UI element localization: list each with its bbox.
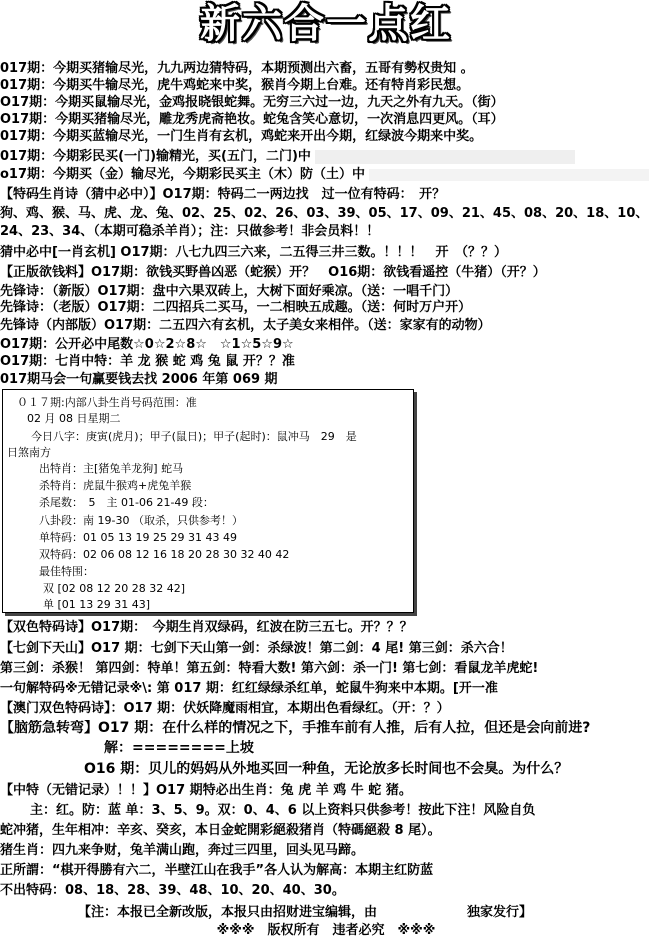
box-line: 杀尾数： 5 主 01-06 21-49 段： <box>39 496 214 509</box>
text-line: 24、23、34、（本期可稳杀羊肖）；注：只做参考！非会员料！！ <box>0 224 380 239</box>
box-line: 双 [02 08 12 20 28 32 42] <box>43 582 186 595</box>
text-line <box>0 166 652 183</box>
text-line: 狗、鸡、猴、马、虎、龙、兔、02、25、02、26、03、39、05、17、09、21、45、08、20、18、10、 <box>0 206 649 221</box>
text-line: O17期：七肖中特：羊 龙 猴 蛇 鸡 兔 鼠 开？？准 <box>0 354 295 369</box>
text-line: 【脑筋急转弯】O17 期：在什么样的情况之下，手推车前有人推，后有人拉，但还是会向前进? <box>0 720 591 736</box>
text-line: 先锋诗（内部版）O17期：二五四六有玄机，太子美女来相伴。（送：家家有的动物） <box>0 318 491 333</box>
text-line: 蛇冲猪，生年相冲：辛亥、癸亥，本日金蛇開彩絕殺猪肖（特碼絕殺 8 尾）。 <box>0 823 441 838</box>
box-line: 出特肖：主[猪兔羊龙狗] 蛇马 <box>39 462 184 475</box>
box-line: ０１７期:内部八卦生肖号码范围：准 <box>17 396 197 409</box>
text-line: 不出特码：08、18、28、39、48、10、20、40、30。 <box>0 883 345 898</box>
box-line: 八卦段：南 19-30 （取杀，只供参考！） <box>39 514 243 527</box>
text-line: 【澳门双色特码诗】：O17 期：伏妖降魔雨相宜，本期出色看绿红。（开：？） <box>0 701 450 716</box>
text-line-content: o17期：今期买（金）输尽光，今期彩民买主（木）防（土）中 <box>0 167 366 182</box>
footer-note-publisher: 独家发行】 <box>467 905 533 920</box>
text-line: 正所謂：“棋开得勝有六二，半壁江山在我手”各人认为解高：本期主红防蓝 <box>0 863 434 878</box>
text-line: 【正版欲钱料】O17期：欲钱买野兽凶恶（蛇猴）开？ O16期：欲钱看遥控（牛猪）（开？） <box>0 265 546 280</box>
info-box <box>2 389 414 613</box>
text-line: 【七剑下天山】O17 期：七剑下天山第一剑：杀绿波！第二剑：4 尾! 第三剑：杀六合！ <box>0 641 513 656</box>
text-line <box>0 148 652 165</box>
box-line: 双特码：02 06 08 12 16 18 20 28 30 32 40 42 <box>39 548 290 561</box>
text-line: 解：========上坡 <box>104 740 254 756</box>
text-line-content: 017期：今期彩民买(一门)输精光，买(五门，二门)中 <box>0 149 311 164</box>
text-line: 先锋诗：（老版）O17期：二四招兵二买马，一二相映五成趣。（送：何时万户开） <box>0 300 472 315</box>
box-line: 今日八字：庚寅(虎月)；甲子(鼠日)；甲子(起时)：鼠冲马 29 是 <box>31 430 357 443</box>
text-line: 先锋诗：（新版）O17期：盘中六果双砖上，大树下面好乘凉。（送：一唱千门） <box>0 284 459 299</box>
text-line: 【双色特码诗】O17期： 今期生肖双绿码，红波在防三五七。开？？？ <box>0 620 413 635</box>
text-line: O17期：公开必中尾数☆0☆2☆8☆ ☆1☆5☆9☆ <box>0 337 294 352</box>
redacted-bar <box>315 150 575 164</box>
box-line: 杀特肖：虎鼠牛猴鸡+虎兔羊猴 <box>39 479 192 492</box>
text-line: 【特码生肖诗（猜中必中）】O17期：特码二一两边找 过一位有特码： 开？ <box>0 187 446 202</box>
box-line: 单特码：01 05 13 19 25 29 31 43 49 <box>39 531 237 544</box>
page-title: 新六合一点红 <box>200 1 452 47</box>
box-line: 02 月 08 日星期二 <box>27 412 121 425</box>
box-line: 最佳特围： <box>39 565 94 578</box>
redacted-bar <box>369 169 649 181</box>
copyright: ※※※ 版权所有 违者必究 ※※※ <box>216 923 436 938</box>
text-line: 猪生肖：四九来争财，兔羊满山跑，奔过三四里，回头见马蹄。 <box>0 843 365 858</box>
box-line: 日煞南方 <box>7 446 51 459</box>
text-line: 017期：今期买牛输尽光，虎牛鸡蛇来中奖，猴肖今期上台难。还有特肖彩民想。 <box>0 78 470 93</box>
text-line: 017期：今期买蓝输尽光，一门生肖有玄机，鸡蛇来开出今期，红绿波今期来中奖。 <box>0 129 483 144</box>
text-line: 猜中必中[一肖玄机] O17期：八七九四三六来，二五得三井三数。！！！ 开 （？？） <box>0 245 508 260</box>
text-line: 一句解特码※无错记录※\: 第 017 期：红红绿绿杀红单，蛇鼠牛狗来中本期。[开一准 <box>0 681 498 696</box>
text-line: O17期：今期买猪输尽光，雕龙秀虎斋艳妆。蛇兔含笑心意切，一次消息四更风。（耳） <box>0 112 504 127</box>
footer-note <box>78 904 638 921</box>
footer-note-text: 【注：本报已全新改版，本报只由招财进宝编辑，由 <box>78 905 378 920</box>
text-line: 第三剑：杀猴！ 第四剑：特单！第五剑：特看大数! 第六剑：杀一门! 第七剑：看鼠龙羊虎蛇! <box>0 661 539 676</box>
text-line: 017期马会一句赢要钱去找 2006 年第 069 期 <box>0 372 278 387</box>
text-line: 主：红。防：蓝 单：3、5、9。双：0、4、6 以上资料只供参考！按此下注！风险自负 <box>30 803 536 818</box>
text-line: O16 期：贝儿的妈妈从外地买回一种鱼，无论放多长时间也不会臭。为什么？ <box>84 761 569 777</box>
text-line: 【中特（无错记录）！！】O17 期特必出生肖：兔 虎 羊 鸡 牛 蛇 猪。 <box>0 783 412 798</box>
text-line: O17期：今期买鼠输尽光，金鸡报晓银蛇舞。无穷三六过一边，九天之外有九天。（街） <box>0 95 504 110</box>
box-line: 单 [01 13 29 31 43] <box>43 598 151 611</box>
text-line: 017期：今期买猪输尽光，九九两边猜特码，本期预测出六畜，五哥有勢权贵知 。 <box>0 61 474 76</box>
